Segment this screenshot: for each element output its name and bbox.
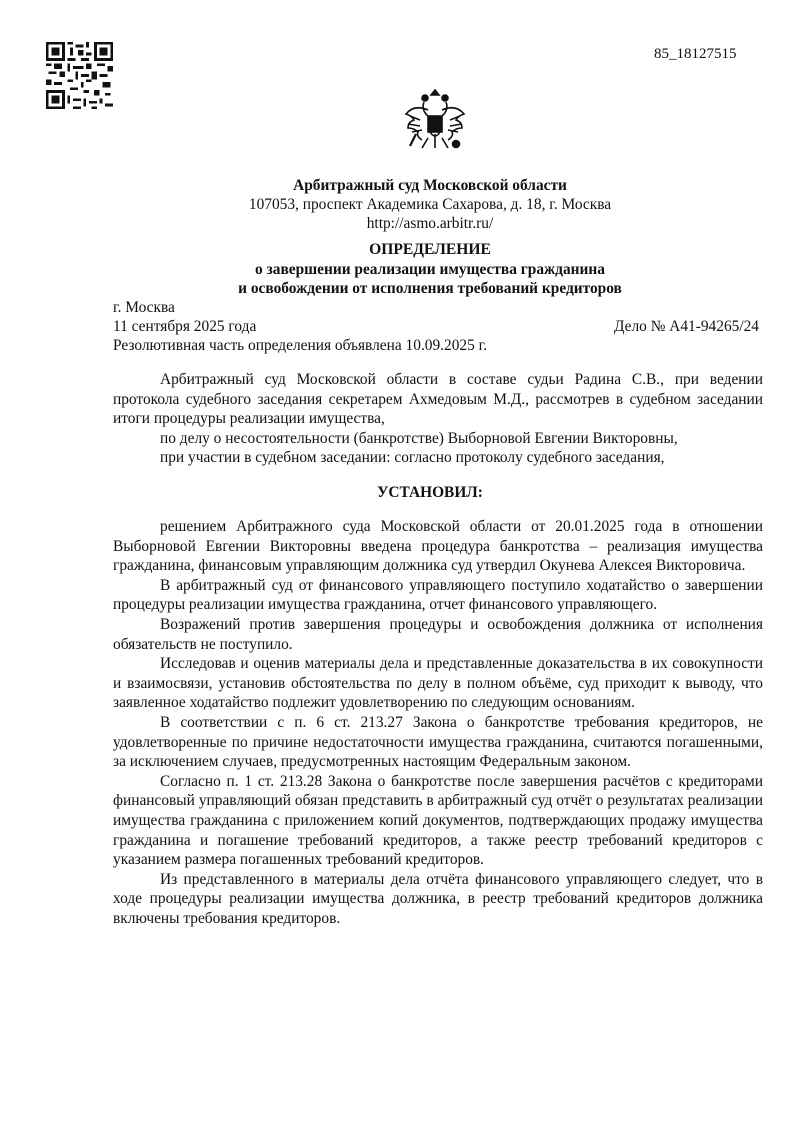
- court-name: Арбитражный суд Московской области: [293, 177, 567, 194]
- body-paragraph: Согласно п. 1 ст. 213.28 Закона о банкротстве после завершения расчётов с кредиторами финансовый управляющий обязан представить в арбитражный суд отчёт о результатах реализации имущества гражданина с приложением копий документов, подтверждающих продажу имущества гражданина и погашение требований кредиторов, а также реестр требований кредиторов с указанием размера погашенных требований кредиторов.: [113, 772, 763, 869]
- body-paragraph: В соответствии с п. 6 ст. 213.27 Закона о банкротстве требования кредиторов, не удовлетворенные по причине недостаточности имущества гражданина, считаются погашенными, за исключением случаев, предусмотренных настоящим Федеральным законом.: [113, 713, 763, 771]
- document-id: 85_18127515: [654, 46, 737, 62]
- intro-paragraph: Арбитражный суд Московской области в составе судьи Радина С.В., при ведении протокола судебного заседания секретарем Ахмедовым М.Д., рассмотрев в судебном заседании итоги процедуры реализации имущества,: [113, 371, 763, 428]
- city: г. Москва: [113, 299, 175, 316]
- document-title: ОПРЕДЕЛЕНИЕ: [369, 241, 491, 258]
- main-section: [113, 517, 763, 928]
- established-heading: УСТАНОВИЛ:: [377, 484, 483, 501]
- qr-code-icon: [46, 42, 113, 109]
- body-paragraph: Возражений против завершения процедуры и освобождения должника от исполнения обязательств не поступило.: [113, 615, 763, 653]
- court-url: http://asmo.arbitr.ru/: [366, 215, 494, 232]
- body-paragraph: Исследовав и оценив материалы дела и представленные доказательства в их совокупности и взаимосвязи, установив обстоятельства по делу в полном объёме, суд приходит к выводу, что заявленное ходатайство подлежит удовлетворению по следующим основаниям.: [113, 655, 763, 712]
- body-paragraph: В арбитражный суд от финансового управляющего поступило ходатайство о завершении процедуры реализации имущества гражданина, отчет финансового управляющего.: [113, 576, 763, 614]
- intro-section: [113, 370, 763, 468]
- resolution-note: Резолютивная часть определения объявлена 10.09.2025 г.: [113, 337, 488, 354]
- court-address: 107053, проспект Академика Сахарова, д. 18, г. Москва: [248, 196, 612, 213]
- decision-date: 11 сентября 2025 года: [113, 318, 257, 335]
- case-number: Дело № А41-94265/24: [613, 318, 759, 335]
- document-subtitle-line-2: и освобождении от исполнения требований кредиторов: [238, 280, 622, 297]
- body-paragraph: Из представленного в материалы дела отчёта финансового управляющего следует, что в ходе процедуры реализации имущества должника, в реестр требований кредиторов должника включены требования кредиторов.: [113, 870, 763, 927]
- document-subtitle-line-1: о завершении реализации имущества гражданина: [255, 261, 605, 278]
- russian-coat-of-arms-icon: [398, 82, 473, 157]
- intro-paragraph: по делу о несостоятельности (банкротстве) Выборновой Евгении Викторовны,: [160, 429, 678, 447]
- intro-paragraph: при участии в судебном заседании: согласно протоколу судебного заседания,: [160, 449, 665, 467]
- body-paragraph: решением Арбитражного суда Московской области от 20.01.2025 года в отношении Выборновой Евгении Викторовны введена процедура банкротства – реализация имущества гражданина, финансовым управляющим должника суд утвердил Окунева Алексея Викторовича.: [113, 518, 763, 575]
